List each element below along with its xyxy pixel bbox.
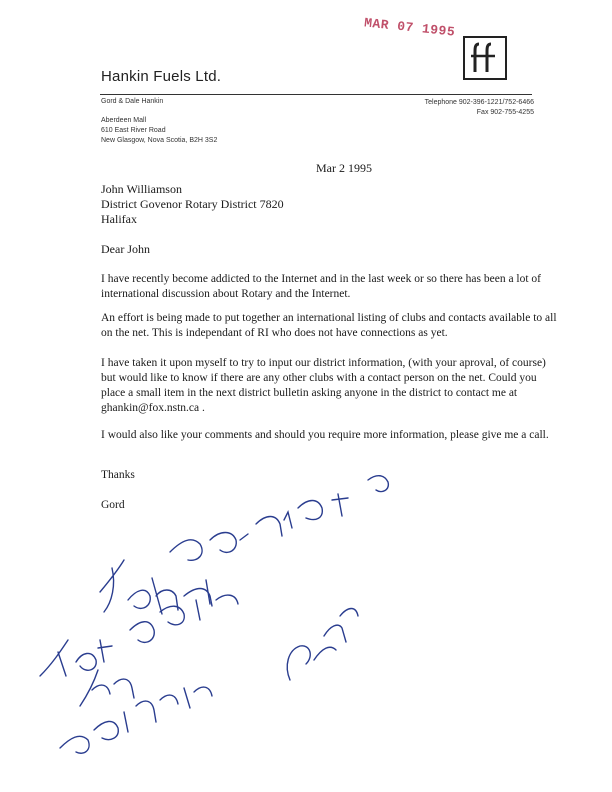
recipient-city: Halifax <box>101 212 137 226</box>
body-paragraph: I would also like your comments and should you require more information, please give me a call. <box>101 429 549 441</box>
owners-line: Gord & Dale Hankin <box>101 98 164 105</box>
typed-signature: Gord <box>101 499 125 511</box>
date-received-stamp: MAR 07 1995 <box>363 15 456 40</box>
recipient-name: John Williamson <box>101 182 182 196</box>
fax-line: Fax 902-755-4255 <box>476 109 534 116</box>
body-paragraph: I have taken it upon myself to try to input our district information, (with your aproval, of course) but would like to know if there are any other clubs with a contact person on the net. Could you place a small item in the next district bulletin asking anyone in the district to contact me at ghankin@fox.nstn.ca . <box>101 357 546 414</box>
body-paragraph: An effort is being made to put together an international listing of clubs and contacts available to all on the net. This is independant of RI who does not have connections as yet. <box>101 312 557 339</box>
company-name: Hankin Fuels Ltd. <box>101 68 222 85</box>
recipient-title: District Govenor Rotary District 7820 <box>101 197 284 211</box>
body-paragraph: I have recently become addicted to the Internet and in the last week or so there has been a lot of international discussion about Rotary and the Internet. <box>101 273 542 300</box>
telephone-line: Telephone 902-396-1221/752-6466 <box>424 99 534 106</box>
address-line: 610 East River Road <box>101 127 166 134</box>
letter-date: Mar 2 1995 <box>316 161 372 175</box>
closing: Thanks <box>101 469 135 481</box>
salutation: Dear John <box>101 242 150 256</box>
address-line: New Glasgow, Nova Scotia, B2H 3S2 <box>101 137 218 144</box>
address-line: Aberdeen Mall <box>101 117 147 124</box>
